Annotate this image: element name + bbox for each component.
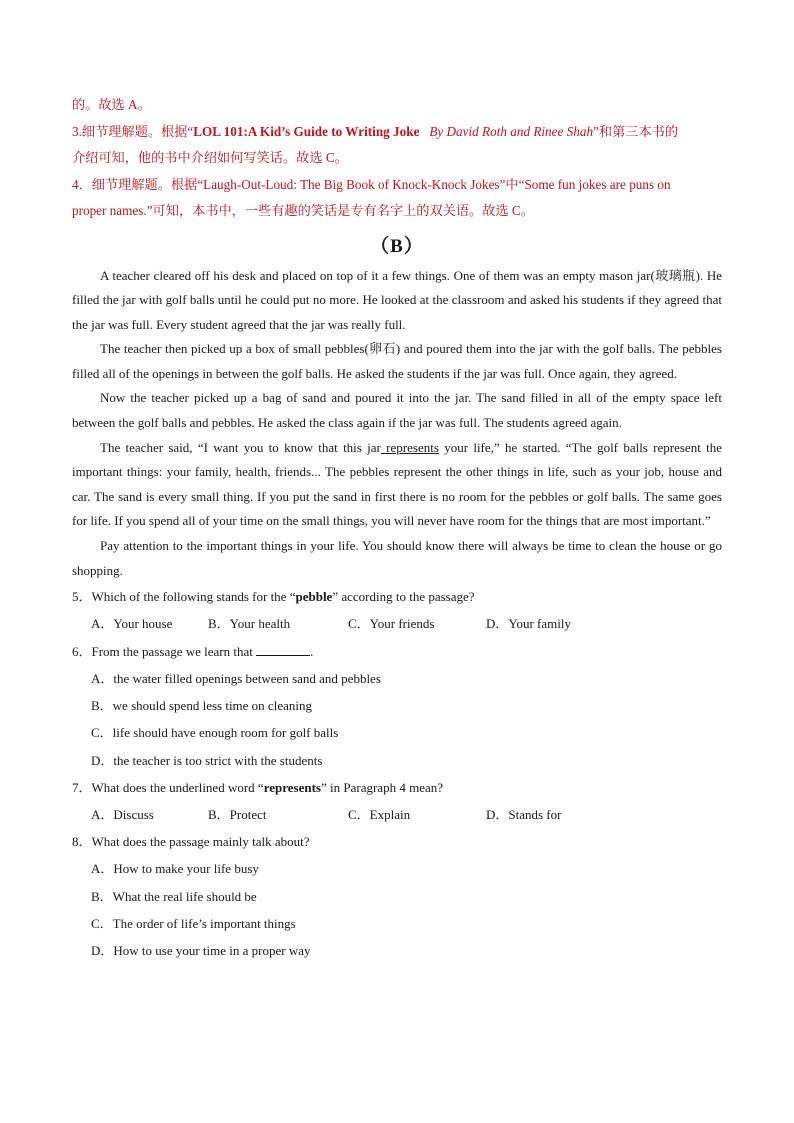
explanation-line: 介绍可知，他的书中介绍如何写笑话。故选 C。	[72, 150, 348, 165]
option-d[interactable]: D．Your family	[486, 616, 571, 632]
option-a[interactable]: A．How to make your life busy	[91, 861, 259, 877]
option-a[interactable]: A．the water filled openings between sand and pebbles	[91, 670, 381, 686]
option-b[interactable]: B．we should spend less time on cleaning	[91, 698, 312, 714]
question-7-options	[72, 801, 722, 829]
p4-pre: The teacher said, “I want you to know that this jar	[100, 439, 381, 455]
book-title: LOL 101:A Kid’s Guide to Writing Joke	[193, 123, 420, 139]
explanation-4: 4．细节理解题。根据“Laugh-Out-Loud: The Big Book of Knock-Knock Jokes”中“Some fun jokes are puns on	[72, 176, 671, 192]
question-8: 8．What does the passage mainly talk about?	[72, 834, 310, 850]
underlined-word: represents	[380, 439, 439, 455]
explanation-3-post: ”和第三本书的	[593, 123, 679, 139]
q7-bold: represents	[263, 779, 321, 795]
option-b[interactable]: B．Your health	[208, 616, 291, 632]
passage-paragraph-2: The teacher then picked up a box of small pebbles(卵石) and poured them into the jar with the golf balls. The pebbles filled all of the openings in between the golf balls. He asked the students if the jar was full. Once again, they agreed.	[72, 341, 722, 381]
option-b[interactable]: B．Protect	[208, 806, 267, 822]
passage-paragraph-4	[72, 436, 722, 534]
option-a[interactable]: A．Discuss	[91, 806, 154, 822]
question-7	[72, 774, 722, 801]
question-5	[72, 583, 722, 610]
passage-paragraph-5: Pay attention to the important things in your life. You should know there will always be time to clean the house or go shopping.	[72, 538, 722, 578]
option-a[interactable]: A．Your house	[91, 616, 173, 632]
option-d[interactable]: D．the teacher is too strict with the students	[91, 752, 323, 768]
passage-paragraph-1: A teacher cleared off his desk and placed on top of it a few things. One of them was an empty mason jar(玻璃瓶). He filled the jar with golf balls until he could put no more. He looked at the classroom and asked his students if they agreed that the jar was full. Every student agreed that the jar was really full.	[72, 267, 722, 332]
q5-bold: pebble	[295, 589, 333, 605]
option-b[interactable]: B．What the real life should be	[91, 888, 257, 904]
option-d[interactable]: D．Stands for	[486, 806, 562, 822]
section-heading: （B）	[370, 235, 424, 257]
passage-paragraph-3: Now the teacher picked up a bag of sand and poured it into the jar. The sand filled in all of the empty space left between the golf balls and pebbles. He asked the class again if the jar was full. The students agreed again.	[72, 390, 722, 431]
option-c[interactable]: C．Explain	[348, 806, 411, 822]
option-c[interactable]: C．life should have enough room for golf balls	[91, 725, 339, 741]
question-5-options	[72, 610, 722, 638]
option-c[interactable]: C．The order of life’s important things	[91, 916, 296, 931]
q7-pre: 7．What does the underlined word “	[72, 779, 264, 795]
document-page	[72, 92, 722, 965]
answer-explanations	[72, 92, 722, 225]
q5-pre: 5．Which of the following stands for the “	[72, 589, 296, 605]
p4-post: your life,” he started. “The golf balls represent the important things: your family, health, friends... The pebbles represent the other things in life, such as your job, house and car. The sand is every small thing. If you put the sand in first there is no room for the pebbles or golf balls. The same goes for life. If you spend all of your time on the small things, you will never have room for the things that are most important.”	[72, 439, 723, 529]
book-author: By David Roth and Rinee Shah	[429, 123, 594, 139]
q7-post: ” in Paragraph 4 mean?	[321, 779, 444, 795]
answer-blank	[256, 643, 310, 656]
q5-post: ” according to the passage?	[332, 589, 475, 605]
q6-stem: 6．From the passage we learn that	[72, 643, 253, 659]
option-d[interactable]: D．How to use your time in a proper way	[91, 943, 311, 959]
question-6	[72, 638, 722, 665]
explanation-3-pre: 3.细节理解题。根据“	[72, 123, 194, 139]
explanation-line: proper names.”可知，本书中，一些有趣的笑话是专有名字上的双关语。故选 C。	[72, 203, 534, 218]
explanation-3	[72, 119, 722, 146]
option-c[interactable]: C．Your friends	[348, 616, 435, 632]
q6-end: .	[310, 643, 314, 659]
explanation-line: 的。故选 A。	[72, 97, 151, 112]
